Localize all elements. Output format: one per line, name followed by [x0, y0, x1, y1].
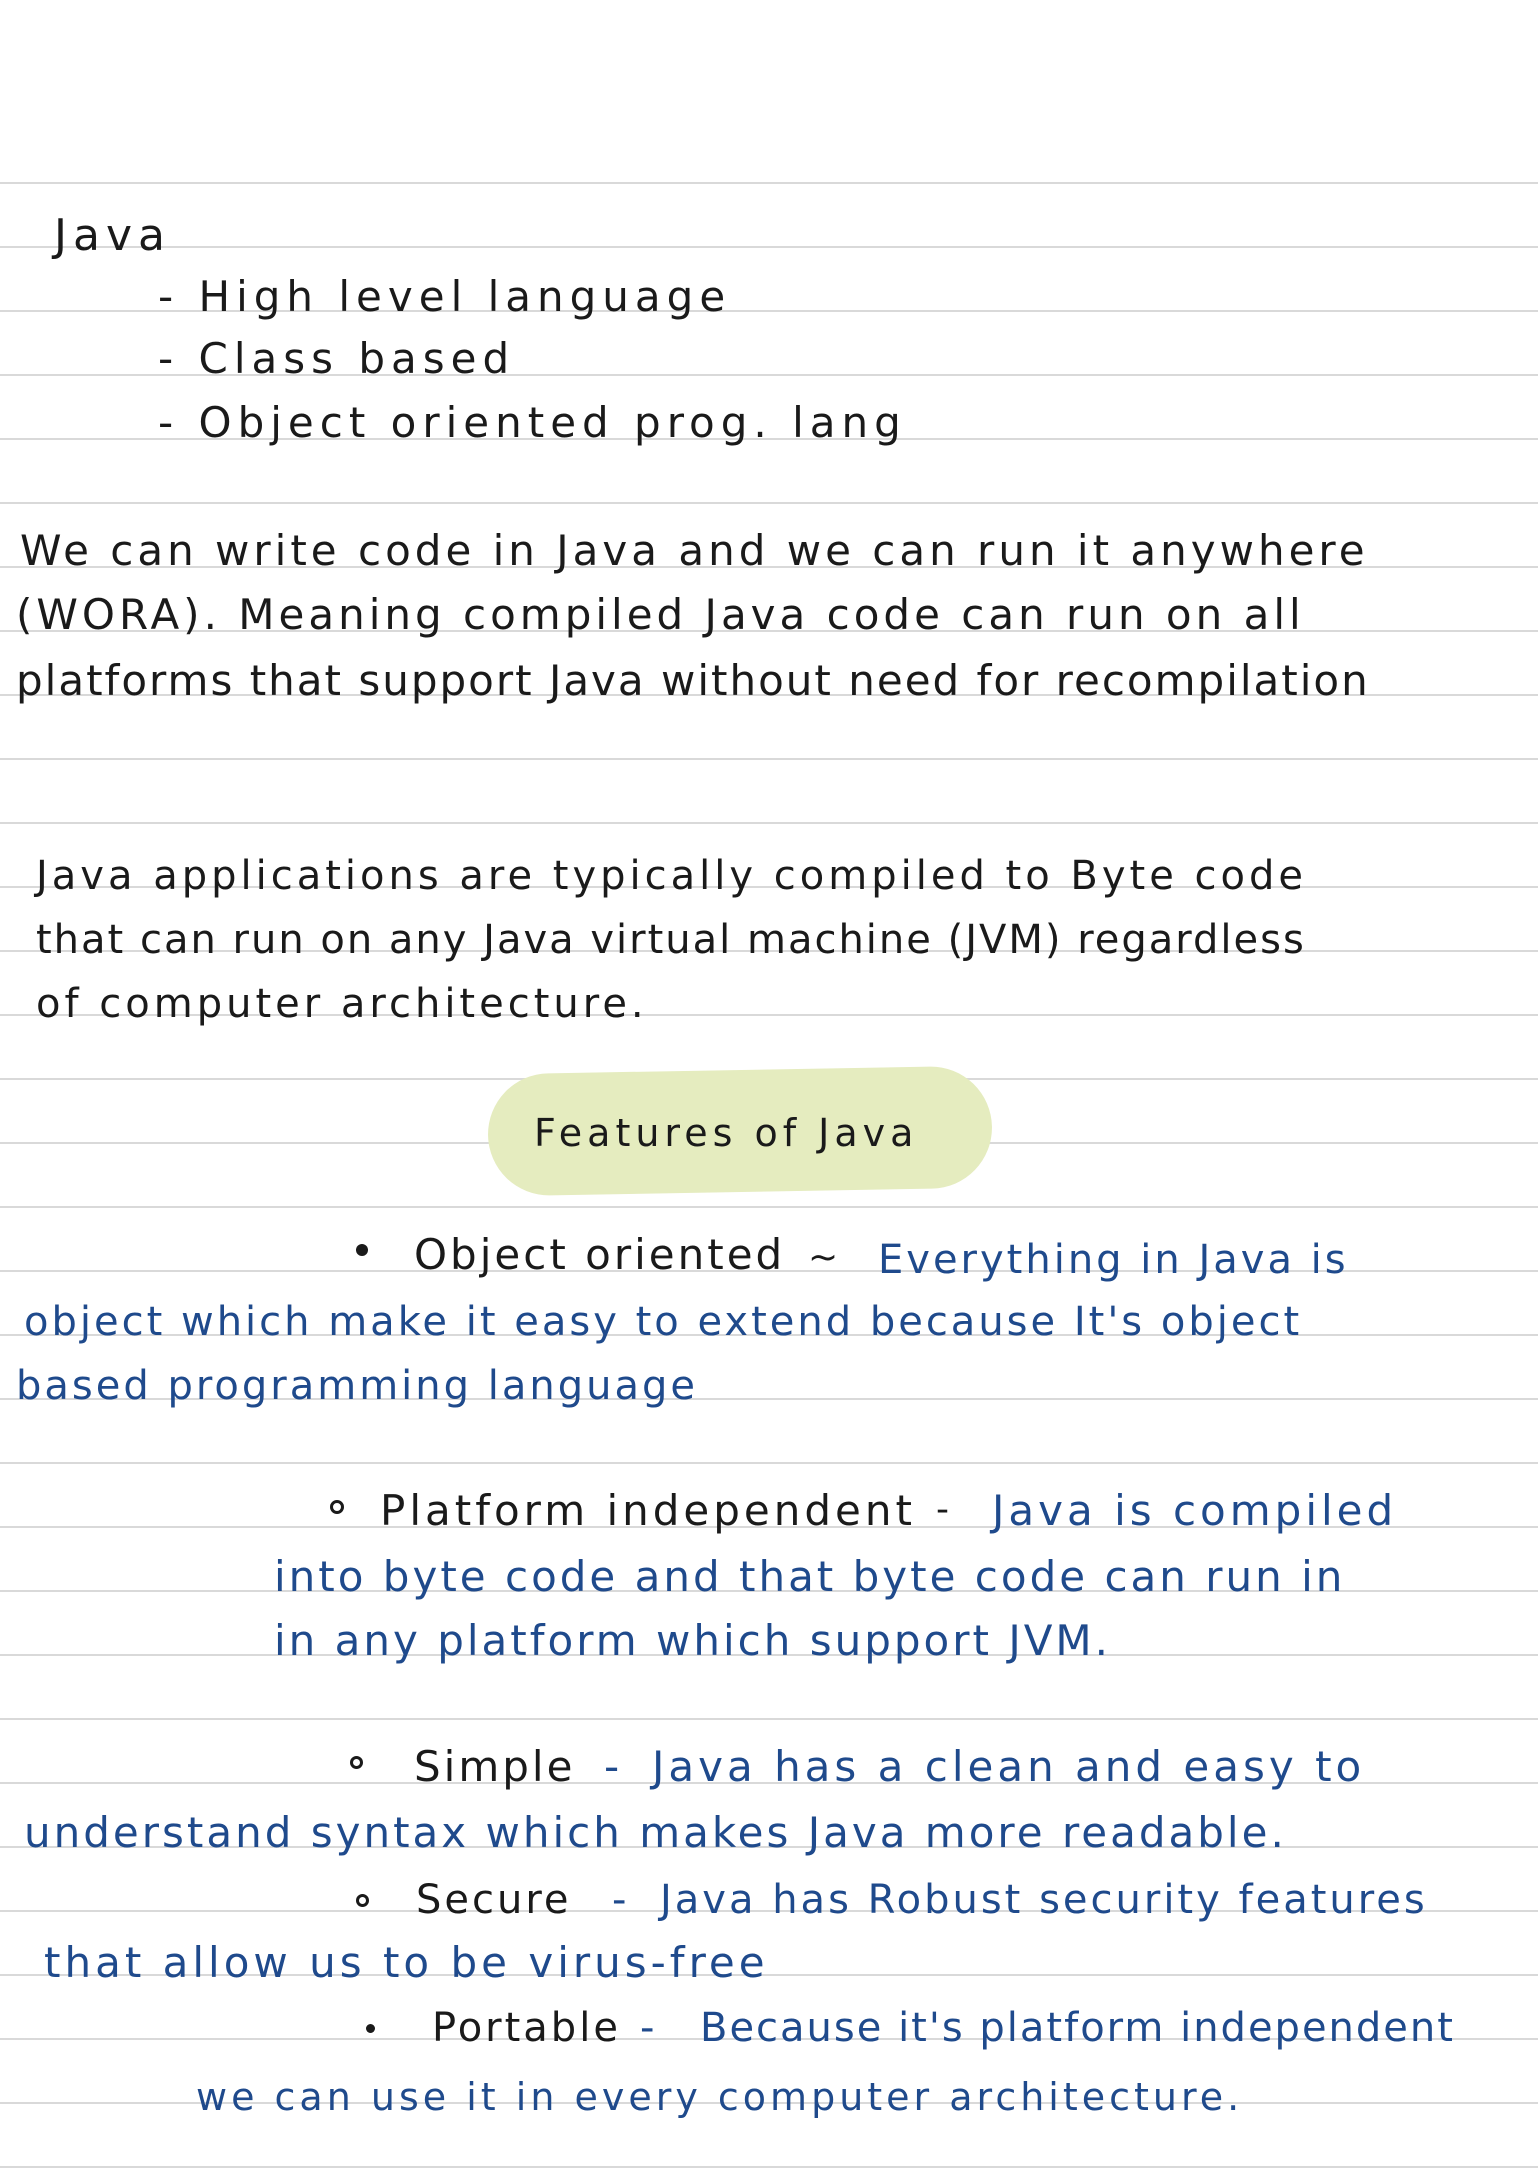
intro-bullet-2: - Class based [158, 334, 516, 383]
page-title: Java [54, 210, 171, 261]
feature-2-desc-line-1: into byte code and that byte code can run in [274, 1552, 1346, 1601]
feature-5-desc-first: Because it's platform independent [700, 2005, 1455, 2051]
feature-3-desc-line-1: understand syntax which makes Java more readable. [24, 1808, 1287, 1857]
feature-3-name: Simple [414, 1742, 576, 1791]
feature-2-desc-first: Java is compiled [992, 1486, 1398, 1535]
feature-2-name: Platform independent [380, 1486, 916, 1535]
feature-3-desc-first: Java has a clean and easy to [652, 1742, 1366, 1791]
feature-2-bullet [330, 1500, 344, 1514]
wora-line-2: (WORA). Meaning compiled Java code can run on all [16, 590, 1305, 639]
feature-2-sep: - [936, 1489, 955, 1530]
intro-bullet-3: - Object oriented prog. lang [158, 398, 907, 447]
feature-1-bullet [356, 1244, 368, 1256]
bytecode-line-1: Java applications are typically compiled to Byte code [36, 853, 1308, 899]
page-top-margin [0, 0, 1538, 182]
feature-4-bullet [356, 1894, 369, 1907]
feature-2-desc-line-2: in any platform which support JVM. [274, 1616, 1112, 1665]
feature-1-sep: ~ [808, 1237, 845, 1278]
feature-5-desc-line-1: we can use it in every computer architecture. [196, 2075, 1244, 2119]
feature-4-sep: - [612, 1877, 633, 1923]
bytecode-line-3: of computer architecture. [36, 981, 648, 1027]
wora-line-3: platforms that support Java without need for recompilation [16, 656, 1370, 705]
feature-1-name: Object oriented [414, 1230, 786, 1279]
features-heading: Features of Java [534, 1111, 919, 1155]
feature-1-desc-line-1: object which make it easy to extend because It's object [24, 1299, 1303, 1345]
feature-3-sep: - [604, 1742, 626, 1791]
feature-5-sep: - [640, 2005, 661, 2051]
feature-4-desc-first: Java has Robust security features [660, 1877, 1428, 1923]
feature-4-desc-line-1: that allow us to be virus-free [44, 1938, 769, 1987]
feature-5-name: Portable [432, 2005, 621, 2051]
feature-3-bullet [350, 1756, 363, 1769]
bytecode-line-2: that can run on any Java virtual machine (JVM) regardless [36, 917, 1306, 963]
feature-1-desc-line-2: based programming language [16, 1363, 698, 1409]
wora-line-1: We can write code in Java and we can run it anywhere [20, 526, 1369, 575]
intro-bullet-1: - High level language [158, 272, 732, 321]
feature-1-desc-first: Everything in Java is [878, 1237, 1349, 1283]
feature-5-bullet [366, 2024, 375, 2033]
feature-4-name: Secure [416, 1877, 572, 1923]
